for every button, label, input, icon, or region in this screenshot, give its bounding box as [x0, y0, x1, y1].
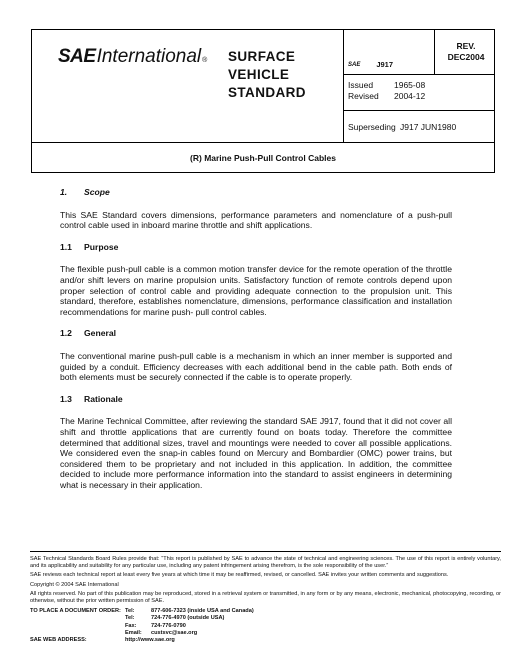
section-number: 1.	[60, 187, 68, 197]
document-title: (R) Marine Push-Pull Control Cables	[190, 152, 336, 163]
document-number: J917	[376, 60, 394, 69]
header-box	[31, 29, 495, 143]
email-label: Email:	[125, 629, 142, 636]
revised-label: Revised	[348, 91, 379, 101]
footer-divider	[30, 551, 501, 552]
document-number-block	[348, 60, 393, 69]
standard-line: VEHICLE	[228, 67, 290, 82]
paragraph: The Marine Technical Committee, after reviewing the standard SAE J917, found that it did not cover all shift and throttle applications that are currently found on boats today. Therefore the committee determined that additional sizes, travel and mountings were needed to cover all possible applications. We considered even the snap-in cables found on Mercury and Bombardier (OMC) power trains, but considered them to be proprietary and not included in this application. In addition, the committee decided to include more performance information into the standard to assist engineers in determining what is necessary in their application.	[60, 416, 452, 490]
sae-mini-logo: SAE	[348, 61, 361, 68]
section-number: 1.1	[60, 241, 72, 252]
logo-international: International	[96, 46, 202, 67]
section-heading	[60, 242, 452, 253]
dates-block	[348, 80, 425, 102]
web-label: SAE WEB ADDRESS:	[30, 637, 87, 644]
logo-sae: SAE	[58, 46, 96, 67]
issued-label: Issued	[348, 80, 374, 90]
standard-line: STANDARD	[228, 85, 306, 100]
footer-paragraph: Copyright © 2004 SAE International	[30, 581, 119, 588]
section-heading	[60, 328, 452, 339]
paragraph: The flexible push-pull cable is a common motion transfer device for the remote operation of the throttle and/or shift levers on marine propulsion units. Satisfactory function of remote controls depend upon proper selection of control cable and providing adequate connection to the propulsion unit. This standard, therefore, establishes nomenclature, dimensions, performance classification and installation recommendations for marine push- pull control cables.	[60, 264, 452, 317]
tel-label: Tel:	[125, 615, 135, 622]
fax-label: Fax:	[125, 622, 137, 629]
standard-line: SURFACE	[228, 49, 296, 64]
superseding-block	[348, 122, 456, 132]
footer-notice	[30, 556, 501, 607]
standard-type	[228, 48, 306, 102]
paragraph: This SAE Standard covers dimensions, performance parameters and nomenclature of a push-pull control cable used in inboard marine throttle and shift applications.	[60, 209, 452, 231]
document-body	[60, 187, 452, 501]
superseding-value: J917 JUN1980	[400, 122, 457, 132]
sae-international-logo	[58, 46, 207, 68]
section-title: Purpose	[84, 241, 119, 252]
web-link[interactable]: http://www.sae.org	[125, 637, 175, 644]
revision-label: REV.	[456, 41, 476, 51]
document-title-box	[31, 143, 495, 173]
issued-value: 1965-08	[394, 80, 426, 90]
revised-value: 2004-12	[394, 91, 426, 101]
superseding-label: Superseding	[348, 122, 396, 132]
divider	[343, 30, 344, 142]
section-heading	[60, 187, 452, 198]
revision-value: DEC2004	[447, 52, 485, 62]
tel-value: 724-776-4970 (outside USA)	[151, 615, 225, 622]
section-number: 1.3	[60, 393, 72, 404]
tel-label: Tel:	[125, 608, 135, 614]
section-title: Rationale	[84, 393, 123, 404]
divider	[434, 30, 435, 74]
logo-trademark: ®	[202, 57, 208, 64]
revision-block	[438, 41, 494, 63]
fax-value: 724-776-0790	[151, 622, 186, 629]
section-title: General	[84, 328, 117, 339]
footer-paragraph: SAE reviews each technical report at least every five years at which time it may be reaffirmed, revised, or cancelled. SAE invites your written comments and suggestions.	[30, 572, 449, 579]
footer-paragraph: SAE Technical Standards Board Rules provide that: “This report is published by SAE to advance the state of technical and engineering sciences. The use of this report is entirely voluntary, and its applicability and suitability for any particular use, including any patent infringement arising therefrom, is the sole responsibility of the user.”	[30, 556, 501, 570]
divider	[343, 74, 494, 75]
paragraph: The conventional marine push-pull cable is a mechanism in which an inner member is supported and guided by a conduit. Efficiency decreases with each additional bend in the cable path. Both ends of both elements must be securely connected if the cable is to operate properly.	[60, 350, 452, 383]
email-link[interactable]: custsvc@sae.org	[151, 629, 198, 636]
section-heading	[60, 394, 452, 405]
footer-paragraph: All rights reserved. No part of this publication may be reproduced, stored in a retrieval system or transmitted, in any form or by any means, electronic, mechanical, photocopying, recording, or otherwise, without the prior written permission of SAE.	[30, 590, 501, 605]
order-label: TO PLACE A DOCUMENT ORDER:	[30, 608, 121, 614]
section-title: Scope	[84, 187, 110, 197]
order-contact-block	[30, 608, 254, 644]
tel-value: 877-606-7323 (inside USA and Canada)	[151, 608, 254, 614]
divider	[343, 110, 494, 111]
section-number: 1.2	[60, 328, 72, 339]
